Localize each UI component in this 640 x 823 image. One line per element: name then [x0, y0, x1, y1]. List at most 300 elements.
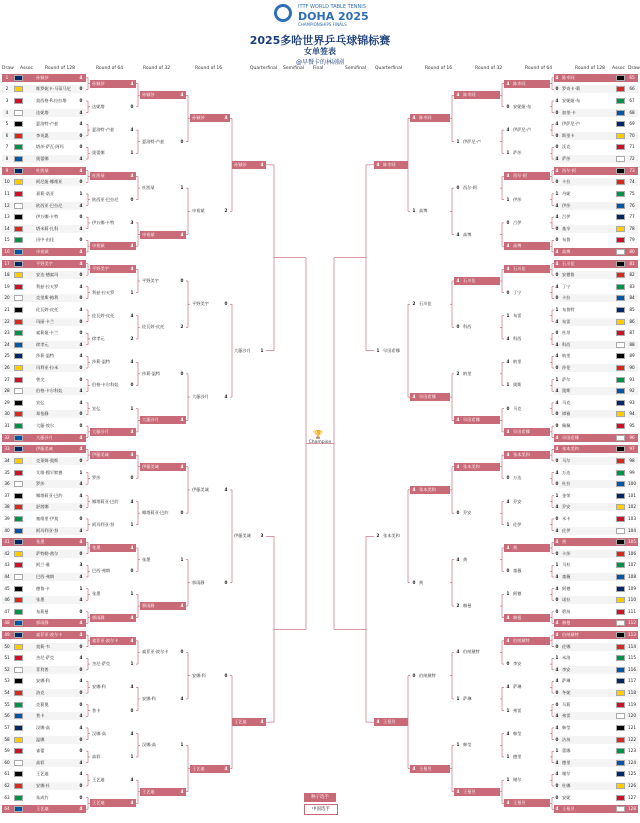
match-score: 0 — [79, 748, 83, 754]
player-name: 平野美宇 — [192, 301, 209, 307]
bracket-slot — [504, 358, 550, 366]
player-name: 吕伊 — [513, 219, 522, 225]
player-name: 卡拉 — [562, 179, 571, 185]
flag-icon — [14, 307, 23, 313]
draw-number: 60 — [4, 759, 10, 765]
flag-icon — [616, 330, 625, 336]
flag-icon — [616, 307, 625, 313]
player-name: 杜凯琹 — [36, 167, 49, 173]
flag-icon — [14, 446, 23, 452]
draw-row — [2, 132, 86, 140]
match-score: 0 — [180, 510, 184, 516]
player-name: 维罗妮卡·马蒂马尼 — [36, 86, 71, 92]
player-name: 佩佩 — [562, 423, 571, 429]
match-score: 0 — [79, 411, 83, 417]
draw-row — [554, 109, 638, 117]
match-score: 0 — [506, 289, 510, 295]
bracket-slot — [374, 718, 408, 726]
match-score: 0 — [79, 272, 83, 278]
bracket-slot — [504, 614, 550, 622]
match-score: 4 — [130, 127, 134, 133]
match-score: 0 — [79, 701, 83, 707]
flag-icon — [616, 365, 625, 371]
match-score: 1 — [79, 585, 83, 591]
player-name: 马尔 — [562, 457, 571, 463]
match-score: 1 — [456, 695, 460, 701]
flag-icon — [14, 237, 23, 243]
player-name: 万达 — [513, 475, 522, 481]
match-score: 3 — [260, 533, 264, 539]
bracket-slot — [90, 799, 136, 807]
bracket-slot — [454, 370, 500, 378]
flag-icon — [616, 446, 625, 452]
player-name: 莎莉·温特 — [92, 359, 111, 365]
flag-icon — [616, 121, 625, 127]
draw-number: 12 — [4, 202, 10, 208]
draw-number: 75 — [629, 190, 635, 196]
match-score: 1 — [180, 185, 184, 191]
flag-icon — [14, 435, 23, 441]
player-name: 娜塔莉亚·巴约 — [92, 498, 119, 504]
match-score: 4 — [224, 394, 228, 400]
bracket-slot — [504, 753, 550, 761]
flag-icon — [616, 655, 625, 661]
draw-row — [2, 248, 86, 256]
bracket-slot — [410, 393, 450, 401]
player-name: 朱成竹 — [36, 794, 49, 800]
draw-number: 109 — [628, 585, 636, 591]
bracket-slot — [504, 289, 550, 297]
draw-number: 21 — [4, 306, 10, 312]
trophy-icon: 🏆 — [313, 430, 323, 439]
match-score: 1 — [506, 591, 510, 597]
bracket-slot — [454, 416, 500, 424]
bracket-slot — [190, 579, 230, 587]
draw-row — [554, 515, 638, 523]
draw-row — [2, 573, 86, 581]
bracket-slot — [90, 707, 136, 715]
match-score: 0 — [506, 103, 510, 109]
match-score: 1 — [506, 382, 510, 388]
match-score: 4 — [456, 788, 460, 794]
player-name: 早田希娜 — [419, 394, 436, 400]
draw-row — [554, 747, 638, 755]
player-name: 王曼昱 — [419, 765, 432, 771]
draw-number: 87 — [629, 330, 635, 336]
player-name: 高博 — [562, 248, 571, 254]
draw-row — [2, 515, 86, 523]
match-score: 0 — [79, 365, 83, 371]
match-score: 1 — [555, 306, 559, 312]
draw-row — [554, 236, 638, 244]
match-score: 4 — [79, 771, 83, 777]
draw-row — [554, 666, 638, 674]
bracket-slot — [90, 474, 136, 482]
match-score: 0 — [79, 457, 83, 463]
draw-row — [554, 352, 638, 360]
flag-icon — [14, 655, 23, 661]
player-name: 孙颖莎 — [234, 161, 247, 167]
bracket-slot — [90, 265, 136, 273]
player-name: 阿尼娅·娜维亚 — [36, 179, 63, 185]
bracket-slot — [504, 521, 550, 529]
match-score: 4 — [79, 202, 83, 208]
draw-row — [2, 422, 86, 430]
match-score: 1 — [180, 742, 184, 748]
draw-number: 110 — [628, 597, 636, 603]
match-score: 2 — [412, 301, 416, 307]
player-name: 沃克 — [562, 144, 571, 150]
match-score: 4 — [79, 527, 83, 533]
bracket-slot — [90, 521, 136, 529]
flag-icon — [14, 806, 23, 812]
flag-icon — [616, 481, 625, 487]
flag-icon — [14, 284, 23, 290]
match-score: 0 — [224, 672, 228, 678]
player-name: 佐瓦婷·皮托 — [92, 312, 115, 318]
flag-icon — [616, 319, 625, 325]
draw-row — [554, 225, 638, 233]
flag-icon — [14, 586, 23, 592]
draw-number: 40 — [4, 527, 10, 533]
match-score: 0 — [79, 144, 83, 150]
player-name: 洁丝 — [562, 736, 571, 742]
player-name: 罗莎 — [36, 481, 45, 487]
bracket-slot — [90, 544, 136, 552]
match-score: 0 — [555, 515, 559, 521]
match-score: 1 — [79, 469, 83, 475]
player-name: 罗奇卡·莉 — [562, 86, 581, 92]
draw-number: 42 — [4, 550, 10, 556]
player-name: 乔安 — [513, 498, 522, 504]
draw-number: 125 — [628, 771, 636, 777]
draw-number: 71 — [629, 144, 635, 150]
flag-icon — [14, 609, 23, 615]
player-name: 郑怡静 — [36, 411, 49, 417]
match-score: 4 — [79, 539, 83, 545]
player-name: 萨琳 — [463, 695, 472, 701]
legend-seed: 种子选手 — [304, 793, 336, 802]
match-score: 4 — [79, 678, 83, 684]
bracket-slot — [140, 323, 186, 331]
draw-number: 81 — [629, 260, 635, 266]
match-score: 4 — [130, 173, 134, 179]
player-name: 陈幸同 — [463, 92, 476, 98]
flag-icon — [616, 737, 625, 743]
match-score: 4 — [555, 74, 559, 80]
bracket-slot — [410, 486, 450, 494]
player-name: 丹妮 — [562, 190, 571, 196]
draw-row — [554, 434, 638, 442]
match-score: 0 — [555, 225, 559, 231]
match-score: 0 — [180, 649, 184, 655]
draw-number: 37 — [4, 492, 10, 498]
flag-icon — [616, 191, 625, 197]
player-name: 高彩 — [36, 759, 45, 765]
player-name: 平野美宇 — [142, 277, 159, 283]
flag-icon — [616, 551, 625, 557]
match-score: 4 — [130, 614, 134, 620]
player-name: 高博 — [463, 231, 472, 237]
flag-icon — [14, 667, 23, 673]
flag-icon — [14, 620, 23, 626]
draw-row — [554, 376, 638, 384]
match-score: 4 — [376, 161, 380, 167]
flag-icon — [616, 342, 625, 348]
draw-number: 91 — [629, 376, 635, 382]
flag-icon — [616, 470, 625, 476]
player-name: 杜娜 — [562, 782, 571, 788]
match-score: 4 — [79, 341, 83, 347]
player-name: 伯格·卡尔科娃 — [36, 388, 63, 394]
match-score: 1 — [130, 289, 134, 295]
draw-row — [2, 260, 86, 268]
player-name: 孙颖莎 — [36, 74, 49, 80]
match-score: 0 — [456, 185, 460, 191]
match-score: 0 — [555, 365, 559, 371]
match-score: 0 — [79, 237, 83, 243]
draw-row — [554, 74, 638, 82]
match-score: 0 — [79, 515, 83, 521]
bracket-slot — [140, 648, 186, 656]
draw-row — [554, 341, 638, 349]
match-score: 0 — [130, 707, 134, 713]
player-name: 李安 — [562, 666, 571, 672]
bracket-slot — [374, 532, 408, 540]
draw-number: 100 — [628, 481, 636, 487]
bracket-slot — [90, 219, 136, 227]
draw-row — [554, 294, 638, 302]
draw-row — [554, 155, 638, 163]
flag-icon — [616, 620, 625, 626]
bracket-slot — [232, 718, 266, 726]
bracket-slot — [90, 567, 136, 575]
draw-row — [2, 550, 86, 558]
match-score: 0 — [79, 736, 83, 742]
match-score: 4 — [79, 260, 83, 266]
draw-row — [2, 213, 86, 221]
draw-number: 38 — [4, 504, 10, 510]
bracket-slot — [140, 602, 186, 610]
player-name: 阿德 — [513, 591, 522, 597]
match-score: 0 — [130, 382, 134, 388]
flag-icon — [616, 562, 625, 568]
match-score: 1 — [130, 405, 134, 411]
player-name: 基辛 — [562, 225, 571, 231]
draw-row — [2, 202, 86, 210]
player-name: 孙颖莎 — [142, 92, 155, 98]
player-name: 宣弘 — [36, 399, 45, 405]
match-score: 0 — [79, 643, 83, 649]
draw-number: 59 — [4, 748, 10, 754]
player-name: 安娜·科 — [92, 684, 106, 690]
player-name: 巴西·弗朗 — [92, 568, 111, 574]
match-score: 4 — [180, 603, 184, 609]
flag-icon — [616, 179, 625, 185]
draw-number: 9 — [5, 167, 9, 173]
player-name: 伊藤美诚 — [234, 533, 251, 539]
bracket-slot — [140, 231, 186, 239]
draw-number: 123 — [628, 748, 636, 754]
draw-row — [554, 805, 638, 813]
bracket-slot — [504, 80, 550, 88]
bracket-slot — [504, 219, 550, 227]
draw-number: 27 — [4, 376, 10, 382]
player-name: 德鲁·卡 — [36, 585, 50, 591]
draw-number: 30 — [4, 411, 10, 417]
bracket-slot — [504, 451, 550, 459]
bracket-slot — [90, 149, 136, 157]
match-score: 4 — [130, 452, 134, 458]
bracket-slot — [90, 289, 136, 297]
player-name: 伯格·卡尔科娃 — [92, 382, 119, 388]
player-name: 黄 — [463, 556, 468, 562]
match-score: 2 — [376, 533, 380, 539]
draw-number: 49 — [4, 632, 10, 638]
player-name: 伊藤美诚 — [92, 452, 109, 458]
draw-row — [2, 666, 86, 674]
match-score: 4 — [79, 74, 83, 80]
player-name: 克莉奥 — [36, 701, 49, 707]
draw-row — [554, 387, 638, 395]
draw-number: 54 — [4, 690, 10, 696]
draw-row — [554, 585, 638, 593]
bracket-slot — [140, 184, 186, 192]
match-score: 4 — [130, 637, 134, 643]
draw-row — [554, 712, 638, 720]
draw-number: 113 — [628, 632, 636, 638]
match-score: 4 — [260, 719, 264, 725]
flag-icon — [616, 795, 625, 801]
match-score: 0 — [555, 643, 559, 649]
bracket-slot — [410, 207, 450, 215]
draw-row — [554, 550, 638, 558]
draw-row — [554, 619, 638, 627]
bracket-slot — [140, 556, 186, 564]
player-name: 郭雨静 — [192, 579, 205, 585]
match-score: 4 — [506, 498, 510, 504]
draw-number: 43 — [4, 562, 10, 568]
match-score: 2 — [456, 603, 460, 609]
draw-row — [2, 724, 86, 732]
match-score: 4 — [79, 283, 83, 289]
bracket-slot — [504, 149, 550, 157]
player-name: 吕伊 — [562, 214, 571, 220]
match-score: 4 — [506, 452, 510, 458]
flag-icon — [616, 528, 625, 534]
player-name: 万达 — [562, 469, 571, 475]
draw-number: 127 — [628, 794, 636, 800]
draw-number: 31 — [4, 423, 10, 429]
bracket-slot — [504, 335, 550, 343]
match-score: 4 — [180, 695, 184, 701]
flag-icon — [616, 237, 625, 243]
draw-number: 13 — [4, 214, 10, 220]
match-score: 0 — [79, 608, 83, 614]
match-score: 4 — [130, 800, 134, 806]
match-score: 0 — [79, 690, 83, 696]
draw-number: 73 — [629, 167, 635, 173]
bracket-slot — [90, 428, 136, 436]
credit-line: @早餐卡的林剧剧 — [295, 59, 344, 66]
flag-icon — [14, 713, 23, 719]
draw-row — [2, 794, 86, 802]
draw-row — [2, 712, 86, 720]
player-name: 马杜 — [562, 562, 571, 568]
draw-number: 1 — [5, 74, 9, 80]
flag-icon — [616, 713, 625, 719]
player-name: 赫曼 — [513, 614, 522, 620]
bracket-slot — [140, 370, 186, 378]
player-name: 布鲁 — [562, 237, 571, 243]
draw-row — [554, 527, 638, 535]
player-name: 伊萨尼·卢 — [513, 127, 532, 133]
match-score: 4 — [79, 806, 83, 812]
draw-row — [554, 213, 638, 221]
player-name: 韩莹 — [463, 742, 472, 748]
flag-icon — [14, 203, 23, 209]
draw-number: 83 — [629, 283, 635, 289]
bracket-slot — [90, 80, 136, 88]
match-score: 1 — [376, 347, 380, 353]
match-score: 0 — [130, 475, 134, 481]
flag-icon — [14, 110, 23, 116]
flag-icon — [616, 586, 625, 592]
draw-number: 22 — [4, 318, 10, 324]
draw-number: 8 — [5, 156, 9, 162]
bracket-slot — [504, 707, 550, 715]
player-name: 王曼昱 — [562, 806, 575, 812]
player-name: 布莉曼 — [36, 608, 49, 614]
match-score: 4 — [79, 225, 83, 231]
bracket-slot — [454, 788, 500, 796]
match-score: 4 — [555, 678, 559, 684]
player-name: 科西 — [463, 324, 472, 330]
player-name: 谢尔 — [562, 771, 571, 777]
bracket-slot — [190, 207, 230, 215]
flag-icon — [616, 702, 625, 708]
match-score: 4 — [376, 719, 380, 725]
player-name: 高博 — [419, 208, 428, 214]
bracket-slot — [140, 509, 186, 517]
player-name: 安娜·科 — [36, 678, 50, 684]
draw-number: 78 — [629, 225, 635, 231]
player-name: 大藤沙月 — [142, 417, 159, 423]
draw-row — [554, 283, 638, 291]
bracket-slot — [504, 242, 550, 250]
bracket-slot — [374, 347, 408, 355]
draw-row — [2, 283, 86, 291]
player-name: 纳里 — [562, 353, 571, 359]
round-header-left: Draw — [2, 66, 14, 71]
player-name: 奥蕾娜 — [36, 156, 49, 162]
match-score: 4 — [555, 248, 559, 254]
round-header-right: Quarterfinal — [375, 66, 403, 71]
draw-row — [2, 445, 86, 453]
player-name: 诺拉 — [562, 597, 571, 603]
player-name: 徐孝元 — [92, 336, 105, 342]
draw-number: 106 — [628, 550, 636, 556]
draw-row — [2, 608, 86, 616]
player-name: 王艺迪 — [192, 765, 205, 771]
match-score: 0 — [506, 475, 510, 481]
draw-number: 62 — [4, 782, 10, 788]
match-score: 4 — [79, 620, 83, 626]
flag-icon — [14, 226, 23, 232]
flag-icon — [14, 121, 23, 127]
bracket-slot — [504, 776, 550, 784]
player-name: 大藤·埃尔 — [36, 423, 55, 429]
